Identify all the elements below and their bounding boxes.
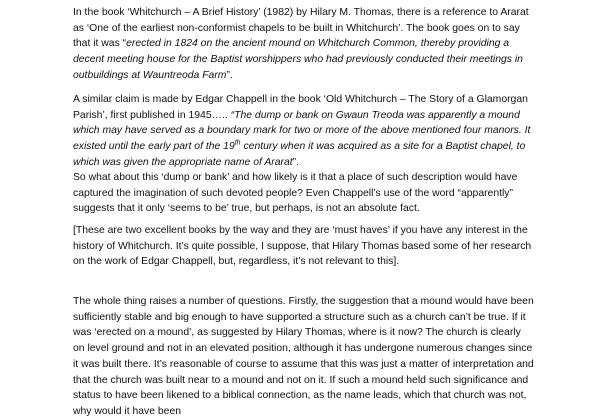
paragraph-1-quote: erected in 1824 on the ancient mound on Whitchurch Common, thereby providing a decent meeting house for the Baptist worshippers who had previously conducted their meetings in outbuildings at Wauntreoda Farm: [73, 38, 523, 81]
paragraph-2-quote-start: “The dump or bank on Gwaun Treoda was apparently a mound which may have served as a boundary mark for two or more of the above mentioned four manors. It existed until the early part of the 19: [73, 109, 531, 153]
paragraph-2: [73, 92, 535, 171]
paragraph-5: The whole thing raises a number of questions. Firstly, the suggestion that a mound would have been sufficiently stable and big enough to have supported a structure such as a church can’t be true. If it was ‘erected on a mound’, as suggested by Hilary Thomas, where is it now? The church is clearly on level ground and not in an elevated position, although it has undergone numerous changes since it was built there. It’s reasonable of course to assume that this was just a matter of interpretation and that the church was built near to a mound and not on it. If such a mound held such significance and status to have been likened to a biblical connection, as the name leads, which that church was not, why would it have been: [73, 296, 534, 417]
paragraph-2-end: ”.: [292, 156, 300, 168]
paragraph-3: So what about this ‘dump or bank’ and how likely is it that a place of such description would have captured the imagination of such devoted people? Even Chappell’s use of the word “apparently” suggests that it only ‘seems to be’ true, but perhaps, is not an absolute fact.: [73, 172, 518, 215]
paragraph-1-intro: In the book ‘Whitchurch – A Brief History’ (1982) by Hilary M. Thomas, there is a reference to Ararat as ‘One of the earliest non-conformist chapels to be built in Whitchurch’. The book goes on to say that it was “: [73, 7, 529, 50]
paragraph-2-superscript: th: [234, 139, 241, 147]
paragraph-1: [73, 5, 535, 84]
paragraph-2-quote-rest: century when it was acquired as a site for a Baptist chapel, to which was given the appropriate name of Ararat: [73, 141, 526, 168]
paragraph-4: [These are two excellent books by the way and they are ‘must haves’ if you have any interest in the history of Whitchurch. It’s quite possible, I suppose, that Hilary Thomas based some of her research on the work of Edgar Chappell, but, regardless, it’s not relevant to this].: [73, 225, 532, 268]
paragraph-2-intro: A similar claim is made by Edgar Chappell in the book ‘Old Whitchurch – The Story of a Glamorgan Parish’, first published in 1945…..: [73, 94, 528, 121]
paragraph-1-end: ”.: [226, 69, 233, 81]
